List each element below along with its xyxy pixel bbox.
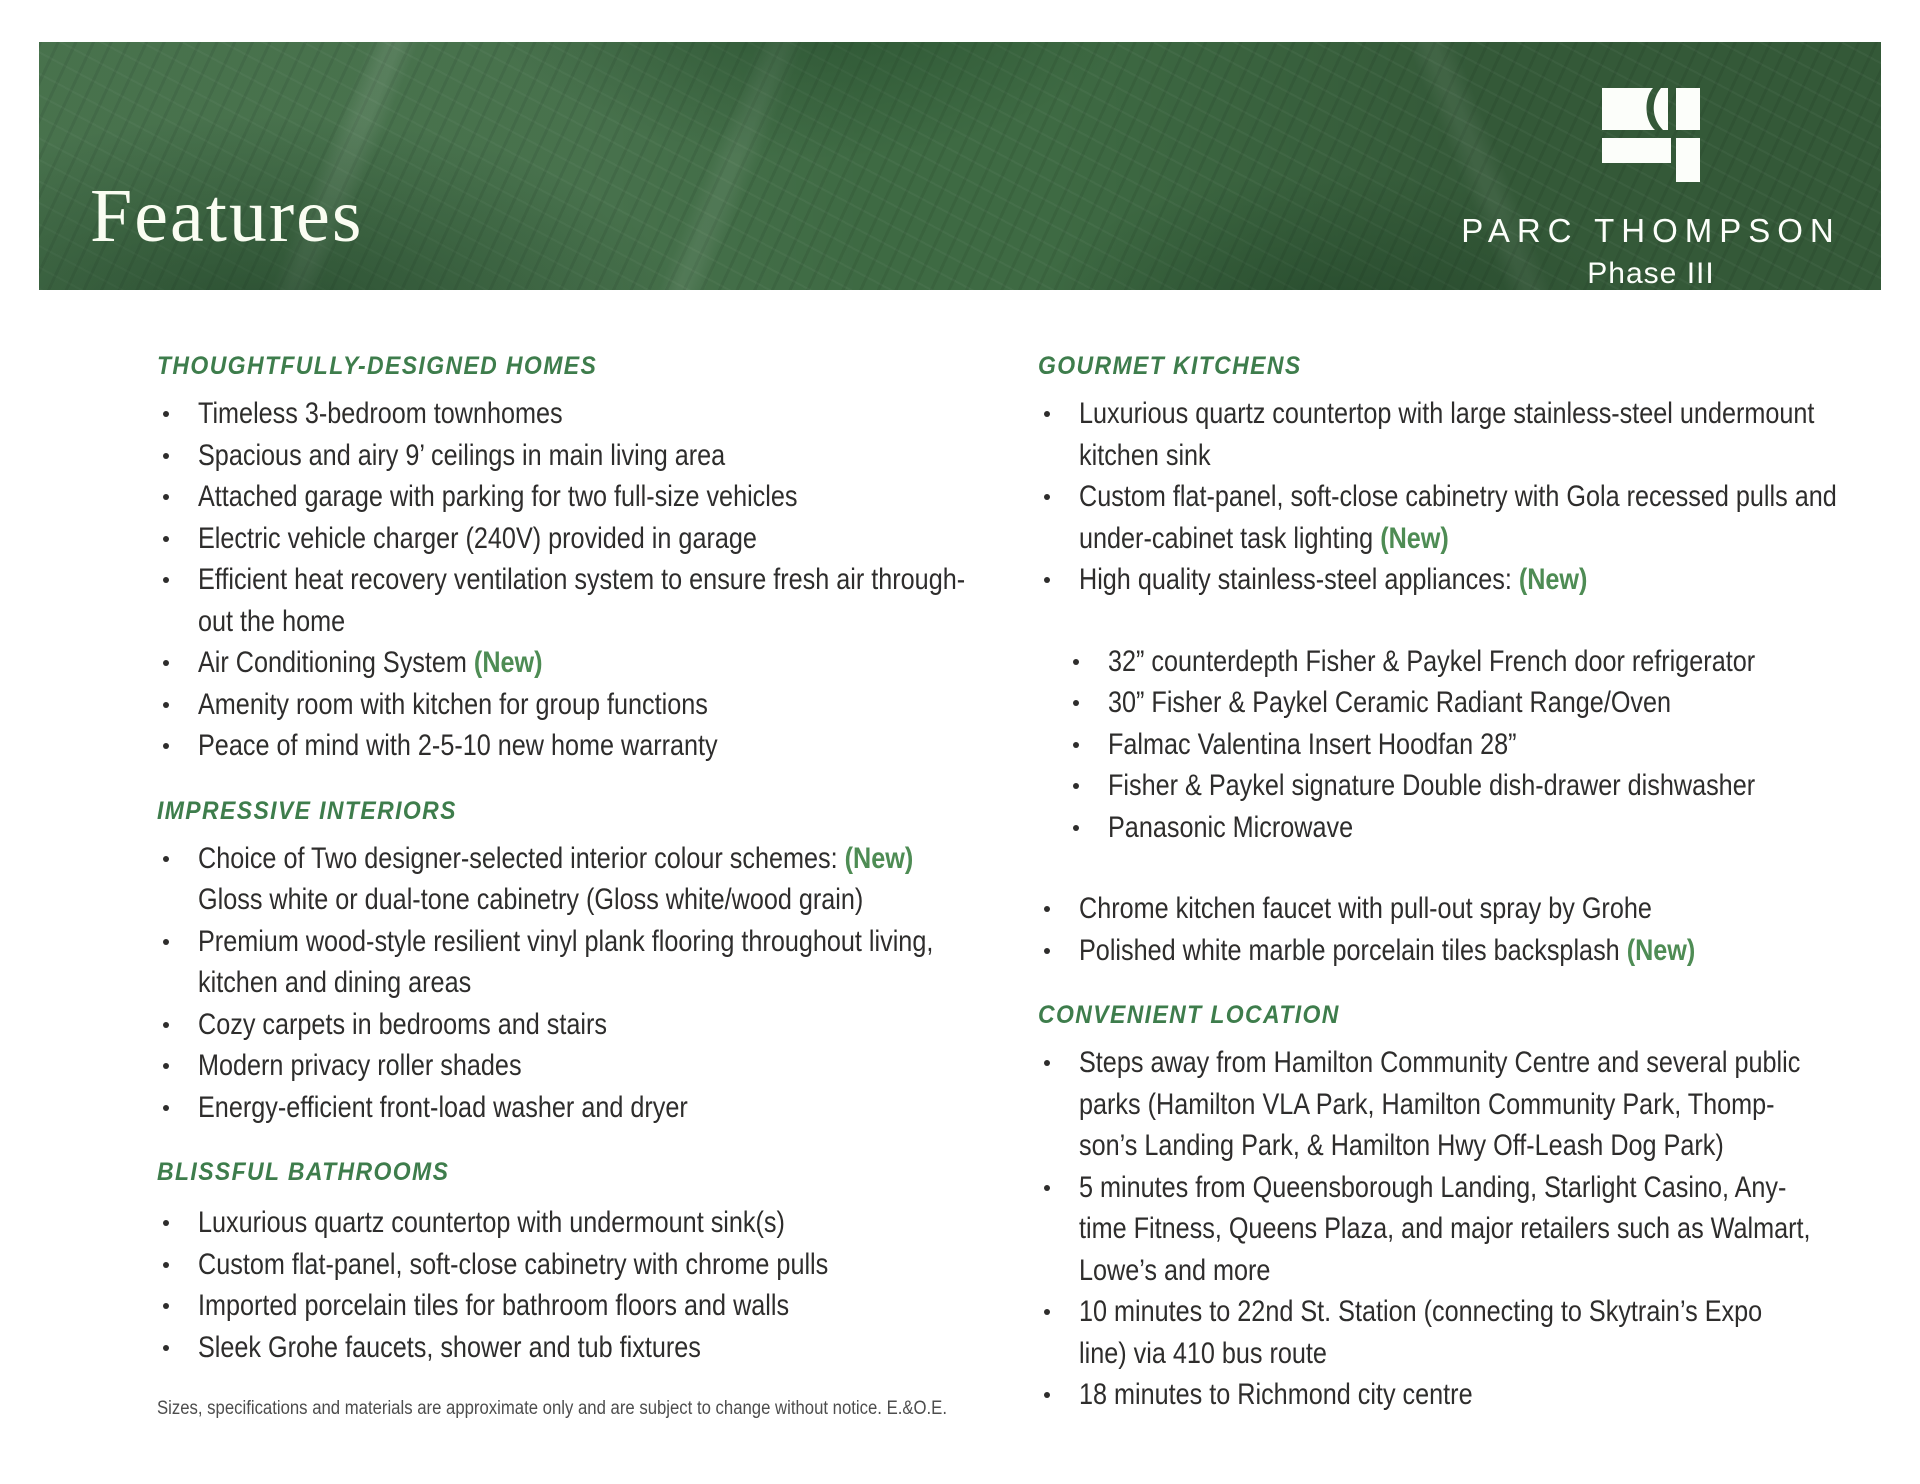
bullet-icon [157,1004,198,1046]
feature-item [157,1087,1037,1129]
feature-text: 30” Fisher & Paykel Ceramic Radiant Range/Oven [1108,686,1672,719]
feature-item [157,1045,1037,1087]
bullet-icon [1038,1291,1079,1374]
bullet-icon [157,1045,198,1087]
bullet-icon [157,435,198,477]
bullet-icon [157,518,198,560]
feature-text: Falmac Valentina Insert Hoodfan 28” [1108,727,1517,761]
brand-block [1461,88,1841,290]
feature-item [157,518,1037,560]
feature-item [157,921,1037,1004]
bullet-icon [1067,807,1108,849]
parc-thompson-logo [1602,88,1700,182]
feature-item [1067,807,1900,849]
feature-text: Luxurious quartz countertop with undermount sink(s) [198,1206,785,1239]
bullet-icon [1038,1374,1079,1416]
bullet-icon [157,921,198,1004]
bullet-icon [157,684,198,726]
bullet-icon [157,725,198,767]
bullet-icon [1038,1042,1079,1167]
bullet-icon [157,1244,198,1286]
feature-text: Polished white marble porcelain tiles backsplash (New) [1079,933,1696,967]
bullet-icon [1038,1167,1079,1292]
feature-item [157,476,1037,518]
feature-text: 32” counterdepth Fisher & Paykel French door refrigerator [1108,644,1756,678]
feature-item [1067,682,1900,724]
feature-item [1067,765,1900,807]
bullet-icon [1038,476,1079,559]
disclaimer-text: Sizes, specifications and materials are approximate only and are subject to change without notice. E.&O.E. [157,1398,947,1419]
feature-item [157,1285,1037,1327]
feature-item [157,393,1037,435]
bullet-icon [157,393,198,435]
feature-text: Sleek Grohe faucets, shower and tub fixtures [198,1330,701,1364]
feature-item [1038,1291,1900,1374]
feature-item [1038,559,1900,601]
bullet-icon [157,1327,198,1369]
feature-text: Electric vehicle charger (240V) provided in garage [198,521,757,555]
feature-text: Imported porcelain tiles for bathroom floors and walls [198,1289,790,1322]
page-title: Features [90,174,364,258]
feature-text: Choice of Two designer-selected interior colour schemes: (New) Gloss white or dual-tone cabinetry (Gloss white/wood grain) [198,841,914,916]
feature-item [157,435,1037,477]
feature-item [157,1327,1037,1369]
bullet-icon [1038,393,1079,476]
bullet-icon [157,1202,198,1244]
header-banner [39,42,1881,290]
feature-item [1038,930,1900,972]
feature-item [157,684,1037,726]
bullet-icon [157,642,198,684]
feature-text: Spacious and airy 9’ ceilings in main living area [198,438,726,472]
section-heading: CONVENIENT LOCATION [1038,1001,1340,1029]
bullet-icon [1067,682,1108,724]
new-badge: (New) [1626,933,1696,967]
section-heading: THOUGHTFULLY-DESIGNED HOMES [157,352,598,380]
feature-item [1038,888,1900,930]
feature-text: Custom flat-panel, soft-close cabinetry with Gola recessed pulls and under-cabinet task lighting (New) [1079,480,1837,555]
feature-item [1038,476,1900,559]
feature-text: Efficient heat recovery ventilation system to ensure fresh air through- out the home [198,563,966,638]
feature-item [157,559,1037,642]
feature-text: Fisher & Paykel signature Double dish-drawer dishwasher [1108,769,1756,802]
feature-list [157,393,1037,767]
brand-name: PARC THOMPSON [1461,212,1841,249]
brand-phase: Phase III [1587,257,1715,290]
bullet-icon [1038,559,1079,601]
new-badge: (New) [1518,563,1588,596]
feature-text: Timeless 3-bedroom townhomes [198,397,563,430]
new-badge: (New) [1380,521,1449,555]
bullet-icon [157,476,198,518]
section-heading: BLISSFUL BATHROOMS [157,1158,450,1186]
feature-item [157,642,1037,684]
feature-text: Luxurious quartz countertop with large stainless-steel undermount kitchen sink [1079,397,1815,472]
bullet-icon [1067,724,1108,766]
feature-text: Premium wood-style resilient vinyl plank flooring throughout living, kitchen and dining areas [198,924,934,999]
bullet-icon [157,559,198,642]
bullet-icon [157,1285,198,1327]
feature-item [1038,393,1900,476]
feature-list [157,1202,1037,1368]
section-heading: IMPRESSIVE INTERIORS [157,796,457,825]
feature-item [157,1202,1037,1244]
feature-item [1038,1167,1900,1292]
feature-item [157,1244,1037,1286]
feature-text: High quality stainless-steel appliances: (New) [1079,563,1588,596]
feature-item [1038,1042,1900,1167]
features-column-left [157,352,1037,1368]
new-badge: (New) [844,841,914,875]
feature-list [157,838,1037,1129]
feature-text: 18 minutes to Richmond city centre [1079,1378,1473,1411]
feature-text: Cozy carpets in bedrooms and stairs [198,1007,607,1041]
feature-text: Custom flat-panel, soft-close cabinetry with chrome pulls [198,1247,829,1281]
feature-text: Modern privacy roller shades [198,1049,522,1082]
feature-item [157,838,1037,921]
new-badge: (New) [473,646,543,679]
feature-item [1067,724,1900,766]
bullet-icon [1067,641,1108,683]
feature-list [1038,393,1900,971]
feature-text: Attached garage with parking for two full-size vehicles [198,480,798,513]
feature-text: Air Conditioning System (New) [198,646,543,679]
features-column-right [1038,352,1900,1416]
section-heading: GOURMET KITCHENS [1038,352,1302,380]
feature-text: Peace of mind with 2-5-10 new home warranty [198,729,718,762]
feature-list [1038,1042,1900,1416]
feature-text: 5 minutes from Queensborough Landing, Starlight Casino, Any- time Fitness, Queens Plaza, and major retailers such as Walmart, Lowe’s and more [1079,1170,1811,1287]
bullet-icon [1038,930,1079,972]
feature-text: 10 minutes to 22nd St. Station (connecting to Skytrain’s Expo line) via 410 bus route [1079,1295,1763,1370]
feature-text: Energy-efficient front-load washer and dryer [198,1090,688,1124]
feature-item [1038,1374,1900,1416]
feature-text: Steps away from Hamilton Community Centre and several public parks (Hamilton VLA Park, Hamilton Community Park, Thomp- son’s Landing Park, & Hamilton Hwy Off-Leash Dog Park) [1079,1046,1801,1162]
bullet-icon [1038,888,1079,930]
bullet-icon [157,838,198,921]
feature-item [157,1004,1037,1046]
feature-text: Panasonic Microwave [1108,810,1354,844]
feature-text: Amenity room with kitchen for group functions [198,687,708,721]
feature-text: Chrome kitchen faucet with pull-out spray by Grohe [1079,892,1652,925]
feature-item [157,725,1037,767]
bullet-icon [1067,765,1108,807]
feature-item [1067,641,1900,683]
bullet-icon [157,1087,198,1129]
